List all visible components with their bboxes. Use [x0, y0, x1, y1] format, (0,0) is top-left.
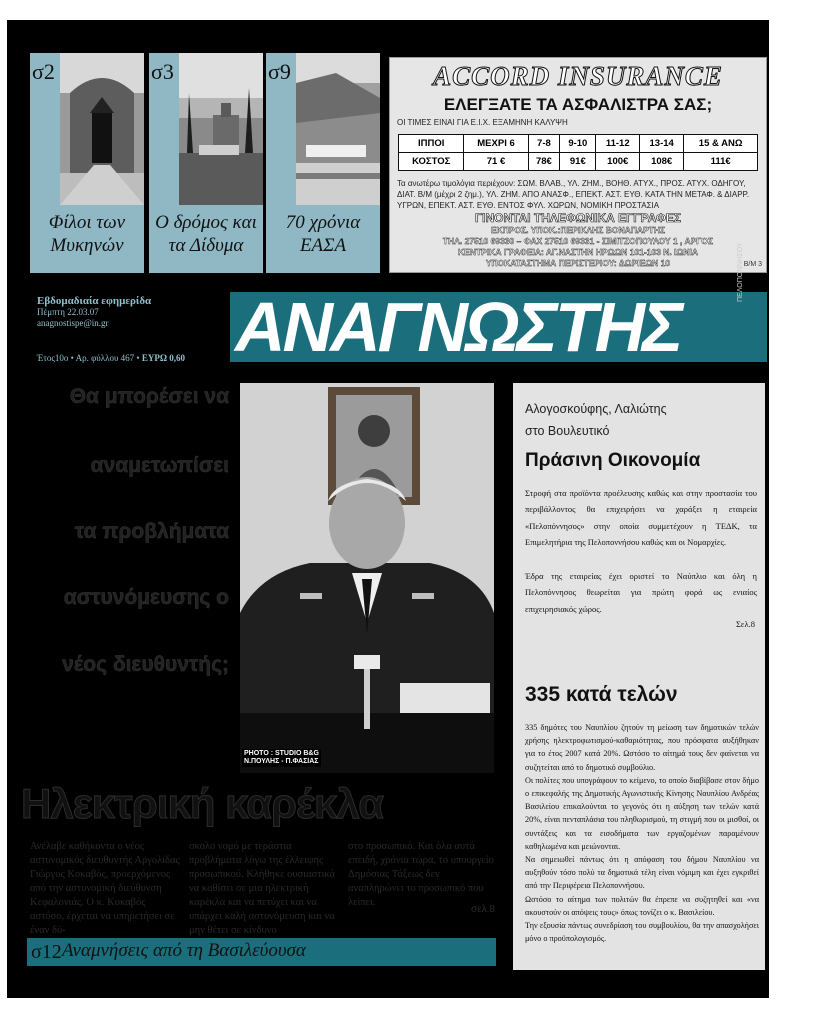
ad-code: Β/Μ 3 [743, 261, 762, 268]
issue-info [37, 353, 185, 363]
table-cell: 108€ [640, 153, 684, 171]
ad-coverage-text: Τα ανωτέρω τιμολόγια περιέχουν: ΣΩΜ. ΒΛΑΒ., ΥΛ. ΖΗΜ., ΒΟΗΘ. ΑΤΥΧ., ΠΡΟΣ. ΑΤΥΧ. ΟΔΗΓΟΥ, ΔΙΑΤ. Β/Μ (μέχρι 2 ζημ.), ΥΛ. ΖΗΜ. ΑΠΟ ΑΝΑΣΦ., ΕΠΕΚΤ. ΑΣΤ. ΕΥΘ. ΚΑΤΑ ΤΗΝ ΜΕΤΑΦ. & ΔΙΑΡΡ. ΥΓΡΩΝ, ΕΠΕΚΤ. ΑΣΤ. ΕΥΘ. ΕΝΤΟΣ ΦΥΛ. ΧΩΡΩΝ, ΝΟΜΙΚΗ ΠΡΟΣΤΑΣΙΑ [397, 179, 750, 210]
kicker-line: Αλογοσκούφης, Λαλιώτης [525, 402, 667, 416]
story-page-ref: Σελ.8 [735, 619, 755, 629]
table-cell: 91€ [560, 153, 596, 171]
teaser-caption: Φίλοι των Μυκηνών [48, 212, 126, 256]
teaser-page-number: σ3 [151, 59, 174, 84]
teaser-road[interactable] [149, 53, 263, 273]
story-paragraph: Την εξουσία πάντως συνεδρίαση του συμβουλίου, θα την απασχολήσει μόνο ο προϋπολογισμός. [525, 921, 759, 944]
table-cell: ΙΠΠΟΙ [399, 135, 464, 153]
ad-note: ΟΙ ΤΙΜΕΣ ΕΙΝΑΙ ΓΙΑ Ε.Ι.Χ. ΕΞΑΜΗΝΗ ΚΑΛΥΨΗ [397, 118, 568, 127]
table-cell: 15 & ΑΝΩ [684, 135, 758, 153]
insurance-advertisement[interactable] [389, 57, 767, 273]
footer-title: Αναμνήσεις από τη Βασιλεύουσα [62, 940, 306, 961]
table-cell: 9-10 [560, 135, 596, 153]
photo-credit-line: Ν.ΠΟΥΛΗΣ - Π.ΦΑΣΙΑΣ [244, 758, 319, 765]
table-cell: 71 € [464, 153, 528, 171]
table-cell: 13-14 [640, 135, 684, 153]
ad-contact: ΤΗΛ. 27510 69330 – ΦΑΧ 27510 69331 - ΣΙΜΙΤΖΟΠΟΥΛΟΥ 1 , ΑΡΓΟΣ [442, 236, 714, 246]
ad-phone-registrations: ΓΙΝΟΝΤΑΙ ΤΗΛΕΦΩΝΙΚΑ ΕΓΓΡΑΦΕΣ [474, 211, 682, 225]
photo-credit-line: PHOTO : STUDIO B&G [244, 750, 319, 757]
ad-branch: ΥΠΟΚΑΤΑΣΤΗΜΑ ΠΕΡΙΣΤΕΡΙΟΥ: ΔΩΡΙΕΩΝ 10 [485, 258, 671, 268]
story-kicker [525, 398, 667, 442]
table-cell: 111€ [684, 153, 758, 171]
teaser-photo-tomb [60, 53, 144, 205]
table-cell: 11-12 [596, 135, 640, 153]
lead-question-line: αστυνόμευσης ο [63, 586, 229, 609]
kicker-line: στο Βουλευτικό [525, 424, 610, 438]
photo-credit [242, 749, 321, 767]
contact-email[interactable]: anagnostispe@in.gr [37, 318, 109, 328]
story-paragraph: 335 δημότες του Ναυπλίου ζητούν τη μείωση των δημοτικών τελών χρήσης ηλεκτροφωτισμού-καθαριότητας, που πρόσφατα αυξήθηκαν για το έτος 2007 κατά 20%. Ωστόσο το αίτημά τους δεν φαίνεται να συζητείται από το δημοτικό συμβούλιο. [525, 723, 759, 772]
teaser-photo-monastery [179, 53, 263, 205]
teaser-caption: Ο δρόμος και τα Δίδυμα [155, 212, 257, 256]
table-header-row [399, 135, 758, 153]
table-cell: 100€ [596, 153, 640, 171]
newspaper-type: Εβδομαδιαία εφημερίδα [37, 295, 152, 307]
fees-story-body [525, 721, 759, 945]
right-column [513, 383, 765, 970]
newspaper-title: ΑΝΑΓΝΩΣΤΗΣ [235, 288, 681, 366]
issue-price: ΕΥΡΩ 0,60 [141, 353, 186, 363]
lead-question-line: νέος διευθυντής; [62, 653, 229, 676]
lead-headline: Ηλεκτρική καρέκλα [21, 780, 384, 827]
newspaper-subtitle: ΠΕΛΟΠΟΝΝΗΣΟΥ [737, 242, 744, 302]
issue-date: Πέμπτη 22.03.07 [37, 307, 99, 317]
story-paragraph: Ωστόσο το αίτημα των πολιτών θα έπρεπε να συζητηθεί και «να ακουστούν οι απόψεις τους» όπως τονίζει ο κ. Βασιλείου. [525, 894, 759, 917]
footer-teaser[interactable] [27, 938, 496, 966]
table-cell: 7-8 [528, 135, 560, 153]
teaser-page-number: σ2 [32, 59, 55, 84]
footer-page-number: σ12 [31, 941, 62, 963]
issue-number: Έτος10ο • Αρ. φύλλου 467 • [37, 353, 140, 363]
story-headline-fees: 335 κατά τελών [525, 683, 678, 706]
teaser-easa[interactable] [266, 53, 380, 273]
table-cell: 78€ [528, 153, 560, 171]
story-headline-green-economy: Πράσινη Οικονομία [525, 450, 701, 471]
ad-brand: ACCORD INSURANCE [433, 61, 723, 91]
teaser-photo-village [296, 53, 380, 205]
lead-page-ref: σελ.8 [471, 904, 495, 915]
police-director-photo [240, 383, 494, 773]
lead-body-col2: σκολο νομό με τεράστια προβλήματα λόγω της έλλειψης προσωπικού. Κλήθηκε ουσιαστικά να καθίσει σε μια ηλεκτρική καρέκλα και να πετύχει και να υπάρχει καλή αστυνόμευση και να μην θέτει σε κίνδυνο [189, 841, 336, 936]
story-paragraph: Στροφή στα προϊόντα προέλευσης καθώς και στην προστασία του περιβάλλοντος θα επιχειρήσει να χαράξει η εταιρεία «Πελοπόννησος» στην οποία συμμετέχουν η ΤΕΔΚ, τα Επιμελητήρια της Πελοποννήσου καθώς και οι Νομαρχίες. [525, 488, 757, 547]
lead-question-line: Θα μπορέσει να [69, 385, 229, 408]
teaser-caption: 70 χρόνια ΕΑΣΑ [285, 212, 361, 256]
table-cell: ΚΟΣΤΟΣ [399, 153, 464, 171]
lead-question-line: αναμετωπίσει [90, 454, 229, 477]
ad-headline: ΕΛΕΓΞΑΤΕ ΤΑ ΑΣΦΑΛΙΣΤΡΑ ΣΑΣ; [443, 95, 713, 114]
lead-body-col1: Ανέλαβε καθήκοντα ο νέος αστυνομικός διευθυντής Αργολίδας Γιώργος Κοκαβός, προερχόμενος από την αστυνομική διεύθυνση Κεφαλονιάς. Ο κ. Κοκαβός αστόσο, έρχεται να υπηρετήσει σε έναν δύ- [30, 841, 180, 936]
table-cell: ΜΕΧΡΙ 6 [464, 135, 528, 153]
teaser-mycenae[interactable] [30, 53, 144, 273]
story-paragraph: Να σημειωθεί πάντως ότι η απόφαση του δήμου Ναυπλίου να αυξηθούν τόσο πολύ τα δημοτικά τέλη είναι νόμιμη και έχει εγκριθεί από την Περιφέρεια Πελοποννήσου. [525, 855, 759, 891]
newspaper-page [7, 20, 769, 998]
lead-body-col3: στο προσωπικό. Και όλα αυτά επειδή, χρόνια τώρα, το υπουργείο Δημόσιας Τάξεως δεν αναπληρώνει το προσωπικό που λείπει. [348, 841, 494, 908]
ad-head-office: ΚΕΝΤΡΙΚΑ ΓΡΑΦΕΙΑ: ΑΓ.ΝΑΣΤΗΝ ΗΡΩΩΝ 101-103 Ν. ΙΩΝΙΑ [458, 247, 698, 257]
ad-price-table [398, 134, 758, 171]
lead-question-line: τα προβλήματα [74, 520, 229, 543]
masthead-info [37, 295, 227, 363]
story-paragraph: Έδρα της εταιρείας έχει οριστεί το Ναύπλιο και όλη η Πελοπόννησος θεωρείται για πρώτη φορά ως ενιαίος επιχειρησιακός χώρος. [525, 571, 757, 614]
teaser-page-number: σ9 [268, 59, 291, 84]
table-row [399, 153, 758, 171]
ad-representative: ΕΚΠΡΟΣ. ΥΠΟΚ.:ΠΕΡΙΚΛΗΣ ΒΟΝΑΠΑΡΤΗΣ [490, 225, 666, 235]
story-paragraph: Οι πολίτες που υπογράφουν το κείμενο, το οποίο διαβίβασε στον δήμο ο επικεφαλής της Δημοτικής Αγωνιστικής Κίνησης Ναυπλίου Ανδρέας Βασιλείου επικαλούνται το γεγονός ότι η αύξηση των τελών κατά 20%, είναι πενταπλάσια του πληθωρισμού, τη στιγμή που οι μισθοί, οι συντάξεις και τα εισοδήματα των εργαζομένων παραμένουν καθηλωμένα και μειώνονται. [525, 775, 759, 851]
